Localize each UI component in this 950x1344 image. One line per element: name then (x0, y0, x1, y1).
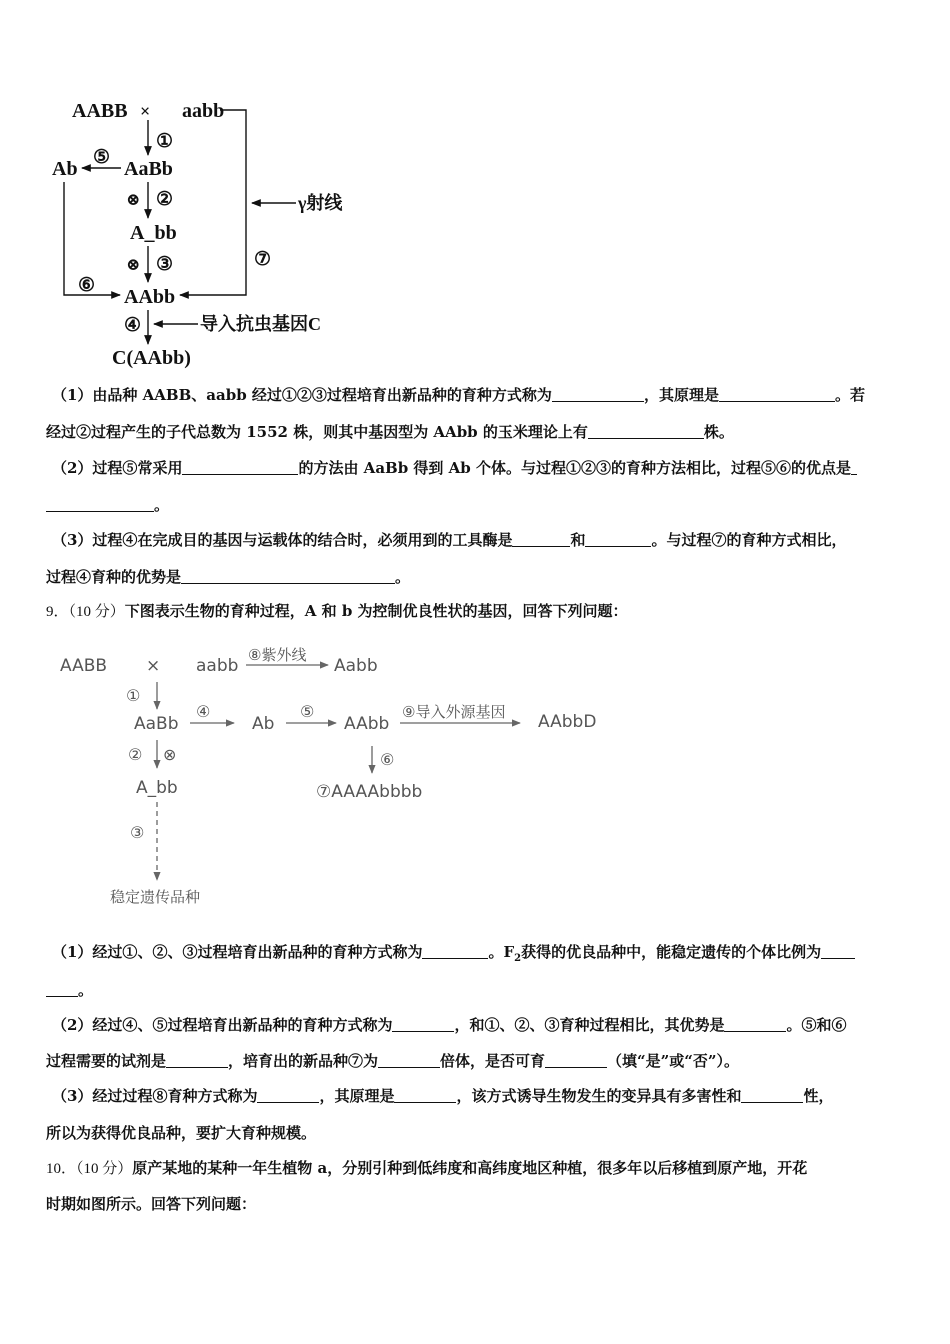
blank[interactable] (851, 459, 857, 475)
q8-p3b: 和 (570, 531, 586, 549)
q8-p2c: 。 (154, 496, 170, 514)
q9-p1d: 。 (78, 981, 94, 999)
d2-c5: ⑤ (300, 702, 315, 721)
step-2-label: ② (156, 189, 174, 210)
parent-aabb: AABB (72, 100, 128, 122)
q9-stem-text: 下图表示生物的育种过程，A 和 b 为控制优良性状的基因，回答下列问题： (124, 602, 628, 620)
q8-part3-line2 (46, 559, 908, 595)
q9-p3c: ，该方式诱导生物发生的变异具有多害性和 (456, 1087, 742, 1105)
d2-parent1: AABB (60, 656, 108, 676)
final-variety: C(AAbb) (112, 347, 191, 369)
gene-import-label: 导入抗虫基因C (200, 314, 321, 334)
d2-f1: AaBb (134, 714, 179, 734)
q8-part2-line2 (46, 487, 908, 523)
q9-part1-line1 (52, 934, 914, 977)
breeding-diagram-2 (0, 630, 950, 920)
step-4-label: ④ (124, 315, 142, 336)
q8-p1a: （1）由品种 AABB、aabb 经过①②③过程培育出新品种的育种方式称为 (52, 386, 552, 404)
q9-p3e: 所以为获得优良品种，要扩大育种规模。 (46, 1124, 317, 1142)
target-aabb: AAbb (124, 286, 176, 308)
d2-c2: ② (128, 745, 143, 764)
haploid-ab: Ab (52, 158, 78, 180)
q8-part1-line2 (46, 414, 908, 450)
q9-part3-line1 (52, 1078, 914, 1114)
d2-c9: ⑨导入外源基因 (402, 703, 506, 721)
d2-aabb-mut: Aabb (334, 656, 378, 676)
blank[interactable] (512, 531, 570, 547)
q9-p1c: 获得的优良品种中，能稳定遗传的个体比例为 (521, 943, 822, 961)
blank[interactable] (821, 943, 855, 959)
q9-part1-line2 (46, 972, 908, 1008)
d2-c6: ⑥ (380, 750, 395, 769)
q10-line1 (46, 1150, 908, 1187)
q8-p1e: 株。 (703, 423, 734, 441)
a-bb: A_bb (130, 222, 177, 244)
breeding-diagram-1 (0, 0, 950, 380)
blank[interactable] (46, 496, 154, 512)
blank[interactable] (394, 1087, 456, 1103)
blank[interactable] (545, 1052, 607, 1068)
q9-part2-line1 (52, 1007, 914, 1043)
d2-aabbd: AAbbD (538, 712, 597, 732)
d2-c4: ④ (196, 702, 211, 721)
q9-p1a: （1）经过①、②、③过程培育出新品种的育种方式称为 (52, 943, 423, 961)
gamma-ray-label: γ射线 (298, 193, 343, 213)
q9-p1sub: 2 (514, 953, 522, 964)
d2-stable-variety: 稳定遗传品种 (110, 888, 201, 906)
blank[interactable] (719, 386, 835, 402)
q8-p1b: ，其原理是 (643, 386, 719, 404)
d2-c1: ① (126, 686, 141, 705)
q9-p2g: （填“是”或“否”）。 (607, 1052, 740, 1070)
blank[interactable] (378, 1052, 440, 1068)
step-1-label: ① (156, 131, 174, 152)
d2-a-bb: A_bb (136, 778, 178, 798)
q9-p2b: ，和①、②、③育种过程相比，其优势是 (454, 1016, 725, 1034)
q8-p1d: 经过②过程产生的子代总数为 1552 株，则其中基因型为 AAbb 的玉米理论上有 (46, 423, 588, 441)
q10-line1-text: 原产某地的某种一年生植物 a，分别引种到低纬度和高纬度地区种植，很多年以后移植到原产地，开花 (132, 1159, 808, 1177)
blank[interactable] (46, 981, 78, 997)
f1-aabb: AaBb (124, 158, 173, 180)
parent-aabb-recessive: aabb (182, 100, 225, 122)
q9-p3b: ，其原理是 (319, 1087, 395, 1105)
q9-p2c: 。⑤和⑥ (786, 1016, 847, 1034)
blank[interactable] (181, 568, 395, 584)
blank[interactable] (257, 1087, 319, 1103)
q8-p3c: 。与过程⑦的育种方式相比， (651, 531, 847, 549)
q9-p3a: （3）经过过程⑧育种方式称为 (52, 1087, 258, 1105)
blank[interactable] (182, 459, 298, 475)
d2-cross: × (146, 656, 161, 676)
blank[interactable] (588, 423, 704, 439)
q8-part2-line1 (52, 450, 914, 486)
q8-part3-line1 (52, 522, 914, 558)
q9-part2-line2 (46, 1043, 908, 1079)
blank[interactable] (166, 1052, 228, 1068)
d2-parent2: aabb (196, 656, 239, 676)
q9-p1b: 。F (488, 943, 515, 961)
step-6-label: ⑥ (78, 275, 96, 296)
q8-p1c: 。若 (834, 386, 865, 404)
d2-aabb2: AAbb (344, 714, 390, 734)
q9-p2a: （2）经过④、⑤过程培育出新品种的育种方式称为 (52, 1016, 393, 1034)
arrow-7 (180, 110, 246, 295)
blank[interactable] (552, 386, 644, 402)
q9-p3d: 性， (803, 1087, 834, 1105)
blank[interactable] (724, 1016, 786, 1032)
q8-p2a: （2）过程⑤常采用 (52, 459, 183, 477)
blank[interactable] (422, 943, 488, 959)
step-5-label: ⑤ (93, 147, 111, 168)
self-sign-3: ⊗ (126, 255, 141, 274)
q9-number: 9．（10 分） (46, 604, 125, 620)
q10-number: 10．（10 分） (46, 1161, 133, 1177)
d2-c3: ③ (130, 823, 145, 842)
cross-sign: × (140, 101, 151, 121)
blank[interactable] (392, 1016, 454, 1032)
d2-ab: Ab (252, 714, 275, 734)
q9-stem (46, 593, 908, 630)
q9-p2f: 倍体，是否可育 (440, 1052, 546, 1070)
blank[interactable] (741, 1087, 803, 1103)
q10-line2-text: 时期如图所示。回答下列问题： (46, 1195, 257, 1213)
q9-part3-line2 (46, 1115, 908, 1151)
q8-p3a: （3）过程④在完成目的基因与运载体的结合时，必须用到的工具酶是 (52, 531, 513, 549)
step-3-label: ③ (156, 254, 174, 275)
q8-p3e: 。 (395, 568, 411, 586)
d2-uv-label: ⑧紫外线 (248, 646, 307, 664)
step-7-label: ⑦ (254, 249, 272, 270)
q8-p2b: 的方法由 AaBb 得到 Ab 个体。与过程①②③的育种方法相比，过程⑤⑥的优点是 (298, 459, 851, 477)
q8-part1-line1 (52, 377, 914, 413)
q9-p2d: 过程需要的试剂是 (46, 1052, 167, 1070)
self-sign-2: ⊗ (126, 190, 141, 209)
q10-line2 (46, 1186, 908, 1222)
d2-tetraploid: ⑦AAAAbbbb (316, 782, 423, 802)
q8-p3d: 过程④育种的优势是 (46, 568, 182, 586)
d2-self: ⊗ (163, 745, 177, 764)
q9-p2e: ，培育出的新品种⑦为 (228, 1052, 379, 1070)
blank[interactable] (585, 531, 651, 547)
